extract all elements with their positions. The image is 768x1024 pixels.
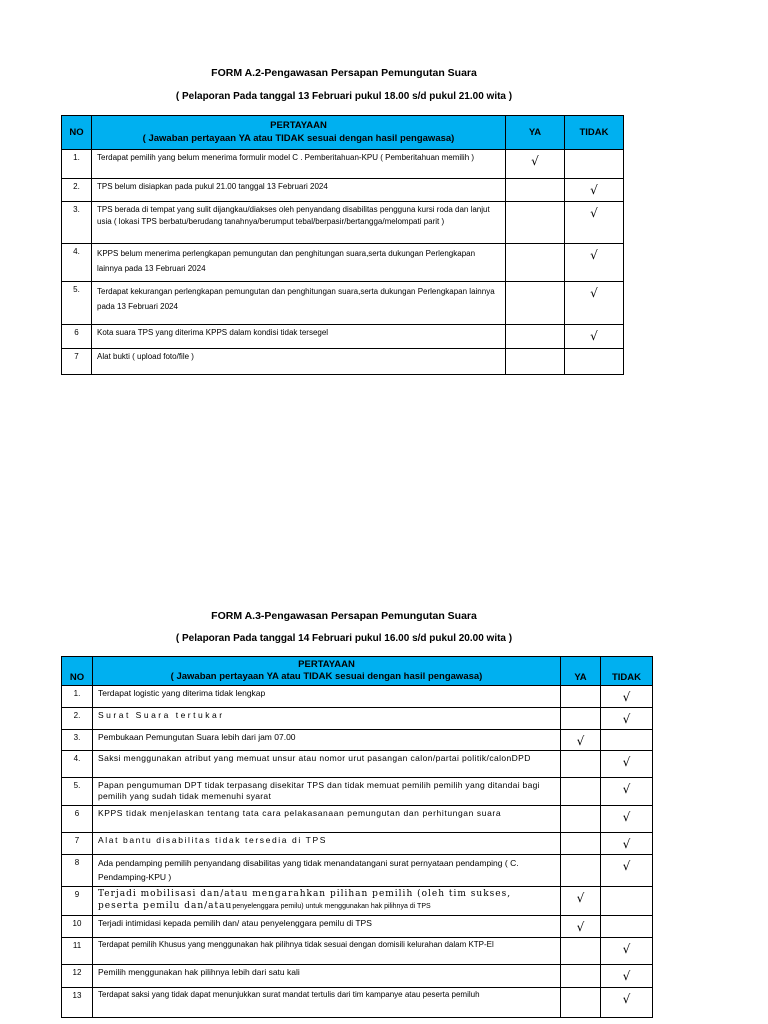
row-question-small: penyelenggara pemilu) untuk menggunakan hak pilihnya di TPS <box>232 902 431 910</box>
row-no: 5. <box>62 778 93 806</box>
header-pertanyaan-note: ( Jawaban pertayaan YA atau TIDAK sesuai dengan hasil pengawasa) <box>170 671 483 682</box>
table-row <box>62 887 653 915</box>
row-tidak-check[interactable]: √ <box>601 778 653 806</box>
row-tidak-check[interactable]: √ <box>601 854 653 886</box>
row-no: 8 <box>62 854 93 886</box>
row-ya-check[interactable] <box>561 937 601 964</box>
table-row <box>62 730 653 751</box>
table-row <box>62 915 653 937</box>
row-no: 6 <box>62 805 93 832</box>
table-row <box>62 325 624 349</box>
row-question: Pembukaan Pemungutan Suara lebih dari jam 07.00 <box>93 730 561 751</box>
row-tidak-check[interactable]: √ <box>601 937 653 964</box>
row-tidak-check[interactable] <box>601 887 653 915</box>
row-tidak-check[interactable] <box>601 915 653 937</box>
row-ya-check[interactable] <box>506 349 565 375</box>
row-question: Alat bantu disabilitas tidak tersedia di TPS <box>93 832 561 854</box>
row-ya-check[interactable] <box>506 325 565 349</box>
header-pertanyaan <box>93 657 561 686</box>
form-a2-table <box>61 115 624 375</box>
row-tidak-check[interactable]: √ <box>565 282 624 325</box>
form-a3-title: FORM A.3-Pengawasan Persapan Pemungutan Suara <box>211 610 477 622</box>
header-tidak: TIDAK <box>601 657 653 686</box>
row-question <box>93 887 561 915</box>
table-row <box>62 937 653 964</box>
header-ya: YA <box>561 657 601 686</box>
row-tidak-check[interactable] <box>565 150 624 179</box>
row-question: Surat Suara tertukar <box>93 708 561 730</box>
row-ya-check[interactable] <box>561 854 601 886</box>
header-no: NO <box>62 116 92 150</box>
row-ya-check[interactable] <box>506 202 565 244</box>
row-no: 1. <box>62 150 92 179</box>
row-question: TPS belum disiapkan pada pukul 21.00 tanggal 13 Februari 2024 <box>92 179 506 202</box>
row-no: 1. <box>62 686 93 708</box>
row-question: Pemilih menggunakan hak pilihnya lebih dari satu kali <box>93 964 561 987</box>
row-ya-check[interactable] <box>506 282 565 325</box>
row-question: Kota suara TPS yang diterima KPPS dalam kondisi tidak tersegel <box>92 325 506 349</box>
row-question: Terjadi intimidasi kepada pemilih dan/ atau penyelenggara pemilu di TPS <box>93 915 561 937</box>
table-row <box>62 987 653 1017</box>
header-pertanyaan <box>92 116 506 150</box>
row-no: 9 <box>62 887 93 915</box>
row-tidak-check[interactable]: √ <box>601 708 653 730</box>
form-a3-table <box>61 656 653 1018</box>
table-row <box>62 282 624 325</box>
row-tidak-check[interactable]: √ <box>565 244 624 282</box>
table-row <box>62 832 653 854</box>
form-a3-subtitle: ( Pelaporan Pada tanggal 14 Februari pukul 16.00 s/d pukul 20.00 wita ) <box>175 633 513 644</box>
row-tidak-check[interactable]: √ <box>565 325 624 349</box>
row-ya-check[interactable] <box>561 778 601 806</box>
row-question: Terdapat saksi yang tidak dapat menunjukkan surat mandat tertulis dari tim kampanye atau peserta pemiluh <box>93 987 561 1017</box>
row-ya-check[interactable] <box>561 832 601 854</box>
row-ya-check[interactable] <box>506 179 565 202</box>
table-row <box>62 686 653 708</box>
table-row <box>62 778 653 806</box>
table-row <box>62 349 624 375</box>
header-pertanyaan-note: ( Jawaban pertayaan YA atau TIDAK sesuai dengan hasil pengawasa) <box>142 132 455 144</box>
row-ya-check[interactable]: √ <box>561 887 601 915</box>
row-question: Terdapat kekurangan perlengkapan pemungutan dan penghitungan suara,serta dukungan Perlengkapan lainnya pada 13 Februari 2024 <box>92 282 506 325</box>
row-tidak-check[interactable]: √ <box>601 832 653 854</box>
header-tidak: TIDAK <box>565 116 624 150</box>
table-row <box>62 150 624 179</box>
header-pertanyaan-label: PERTAYAAN <box>270 119 327 131</box>
row-no: 3. <box>62 730 93 751</box>
row-no: 2. <box>62 179 92 202</box>
row-ya-check[interactable] <box>561 964 601 987</box>
row-no: 5. <box>62 282 92 325</box>
row-no: 11 <box>62 937 93 964</box>
row-no: 13 <box>62 987 93 1017</box>
row-tidak-check[interactable]: √ <box>601 964 653 987</box>
row-tidak-check[interactable]: √ <box>565 202 624 244</box>
row-question: Saksi menggunakan atribut yang memuat unsur atau nomor urut pasangan calon/partai politik/calonDPD <box>93 751 561 778</box>
form-a2-title: FORM A.2-Pengawasan Persapan Pemungutan Suara <box>211 67 477 79</box>
row-tidak-check[interactable] <box>601 730 653 751</box>
row-no: 4. <box>62 244 92 282</box>
header-pertanyaan-label: PERTAYAAN <box>298 658 355 670</box>
row-tidak-check[interactable]: √ <box>601 987 653 1017</box>
row-tidak-check[interactable]: √ <box>601 805 653 832</box>
row-no: 2. <box>62 708 93 730</box>
row-question: Terdapat logistic yang diterima tidak lengkap <box>93 686 561 708</box>
row-ya-check[interactable]: √ <box>506 150 565 179</box>
row-question: KPPS tidak menjelaskan tentang tata cara pelakasanaan pemungutan dan perhitungan suara <box>93 805 561 832</box>
row-question: Ada pendamping pemilih penyandang disabilitas yang tidak menandatangani surat pernyataan pendamping ( C. Pendamping-KPU ) <box>93 854 561 886</box>
form-a2-subtitle: ( Pelaporan Pada tanggal 13 Februari pukul 18.00 s/d pukul 21.00 wita ) <box>175 91 513 102</box>
row-question: TPS berada di tempat yang sulit dijangkau/diakses oleh penyandang disabilitas pengguna kursi roda dan lanjut usia ( lokasi TPS berbatu/berudang tanahnya/berumput tebal/berpasir/bertangga/melompati parit ) <box>92 202 506 244</box>
table-header-row <box>62 657 653 686</box>
row-no: 6 <box>62 325 92 349</box>
row-no: 7 <box>62 832 93 854</box>
table-row <box>62 202 624 244</box>
row-question-main: Terjadi mobilisasi dan/atau mengarahkan pilihan pemilih (oleh tim sukses, peserta pemilu dan/atau <box>98 889 512 911</box>
row-question: Terdapat pemilih Khusus yang menggunakan hak pilihnya tidak sesuai dengan domisili kelurahan dalam KTP-El <box>93 937 561 964</box>
row-ya-check[interactable]: √ <box>561 730 601 751</box>
table-row <box>62 854 653 886</box>
row-ya-check[interactable] <box>561 686 601 708</box>
table-row <box>62 244 624 282</box>
row-no: 12 <box>62 964 93 987</box>
row-ya-check[interactable]: √ <box>561 915 601 937</box>
row-question: Alat bukti ( upload foto/file ) <box>92 349 506 375</box>
table-header-row <box>62 116 624 150</box>
table-row <box>62 805 653 832</box>
header-no: NO <box>62 657 93 686</box>
row-ya-check[interactable] <box>561 805 601 832</box>
row-question: Terdapat pemilih yang belum menerima formulir model C . Pemberitahuan-KPU ( Pemberitahuan memilih ) <box>92 150 506 179</box>
row-tidak-check[interactable] <box>565 349 624 375</box>
row-question: KPPS belum menerima perlengkapan pemungutan dan penghitungan suara,serta dukungan Perlengkapan lainnya pada 13 Februari 2024 <box>92 244 506 282</box>
table-row <box>62 708 653 730</box>
row-no: 4. <box>62 751 93 778</box>
row-tidak-check[interactable]: √ <box>601 686 653 708</box>
row-ya-check[interactable] <box>561 751 601 778</box>
header-ya: YA <box>506 116 565 150</box>
row-tidak-check[interactable]: √ <box>601 751 653 778</box>
row-no: 7 <box>62 349 92 375</box>
row-ya-check[interactable] <box>561 708 601 730</box>
row-no: 3. <box>62 202 92 244</box>
table-row <box>62 751 653 778</box>
row-ya-check[interactable] <box>506 244 565 282</box>
table-row <box>62 964 653 987</box>
row-tidak-check[interactable]: √ <box>565 179 624 202</box>
row-no: 10 <box>62 915 93 937</box>
row-ya-check[interactable] <box>561 987 601 1017</box>
row-question: Papan pengumuman DPT tidak terpasang disekitar TPS dan tidak memuat pemilih pemilih yang ditandai bagi pemilih yang sudah tidak memenuhi syarat <box>93 778 561 806</box>
table-row <box>62 179 624 202</box>
